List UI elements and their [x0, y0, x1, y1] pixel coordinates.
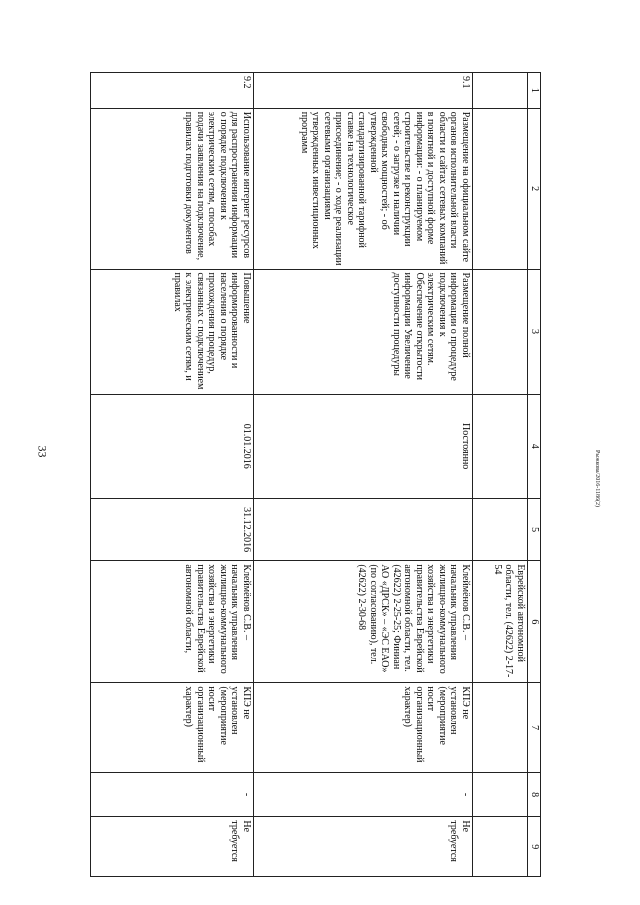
end-date: [254, 498, 473, 561]
col-number-8: 8: [528, 772, 541, 817]
col-number-6: 6: [528, 561, 541, 683]
table-row: [91, 73, 254, 877]
table-cell: [473, 73, 528, 109]
col-number-2: 2: [528, 108, 541, 269]
responsible-cell: Клеймёнов С.В. – начальник управления жилищно-коммунального хозяйства и энергетики правительства Еврейской автономной области, тел. (42622) 2-25-25; Финиан АО «ДРСК» – «ЭС ЕАО» (по согласованию), тел. (42622) 2-30-68: [254, 561, 473, 683]
measure-result: Повышение информированности и населения о порядке прохождения процедур, связанных с подключением к электрическим сетям, и правилах: [91, 269, 254, 394]
value-cell: -: [254, 772, 473, 817]
col-number-9: 9: [528, 817, 541, 877]
table-cell: [473, 108, 528, 269]
measure-description: Использование интернет ресурсов для распространения информации о порядке подключения к электрическим сетям, способах подачи заявления на подключение, правилах подготовки документов: [91, 108, 254, 269]
table-cell: [473, 394, 528, 498]
responsible-cell: Еврейской автономной области, тел. (42622) 2-17-54: [473, 561, 528, 683]
end-date: 31.12.2016: [91, 498, 254, 561]
row-number: 9.1: [254, 73, 473, 109]
continuation-row: [473, 73, 528, 877]
responsible-cell: Клеймёнов С.В. – начальник управления жилищно-коммунального хозяйства и энергетики правительства Еврейской автономной области,: [91, 561, 254, 683]
table-row: [254, 73, 473, 877]
measures-table: [90, 72, 541, 877]
value-cell: -: [91, 772, 254, 817]
start-date: Постоянно: [254, 394, 473, 498]
footer-code: Рыжкова/2016-1186(2): [594, 450, 600, 507]
col-number-3: 3: [528, 269, 541, 394]
table-cell: [473, 772, 528, 817]
table-cell: [473, 498, 528, 561]
measure-description: Размещение на официальном сайте органов исполнительной власти области и сайтах сетевых компаний в понятной и доступной форме информации: - о планируемом строительстве и реконструкции сетей; - о загрузке и наличии свободных мощностей; - об утвержденной стандартизированной тарифной ставке на технологическое присоединение; - о ходе реализации сетевыми организациями утвержденных инвестиционных программ: [254, 108, 473, 269]
header-row: [528, 73, 541, 877]
col-number-7: 7: [528, 683, 541, 772]
requirement-cell: Не требуется: [254, 817, 473, 877]
col-number-5: 5: [528, 498, 541, 561]
col-number-1: 1: [528, 73, 541, 109]
measure-result: Размещение полной информации о процедуре подключения к электрическим сетям. Обеспечение открытости информации Увеличение доступности процедуры: [254, 269, 473, 394]
kpi-cell: КПЭ не установлен (мероприятие носит организационный характер): [254, 683, 473, 772]
requirement-cell: Не требуется: [91, 817, 254, 877]
table-cell: [473, 269, 528, 394]
row-number: 9.2: [91, 73, 254, 109]
kpi-cell: КПЭ не установлен (мероприятие носит организационный характер): [91, 683, 254, 772]
rotated-table-container: [81, 72, 541, 877]
col-number-4: 4: [528, 394, 541, 498]
page-number: 33: [35, 445, 50, 458]
start-date: 01.01.2016: [91, 394, 254, 498]
table-cell: [473, 683, 528, 772]
table-cell: [473, 817, 528, 877]
